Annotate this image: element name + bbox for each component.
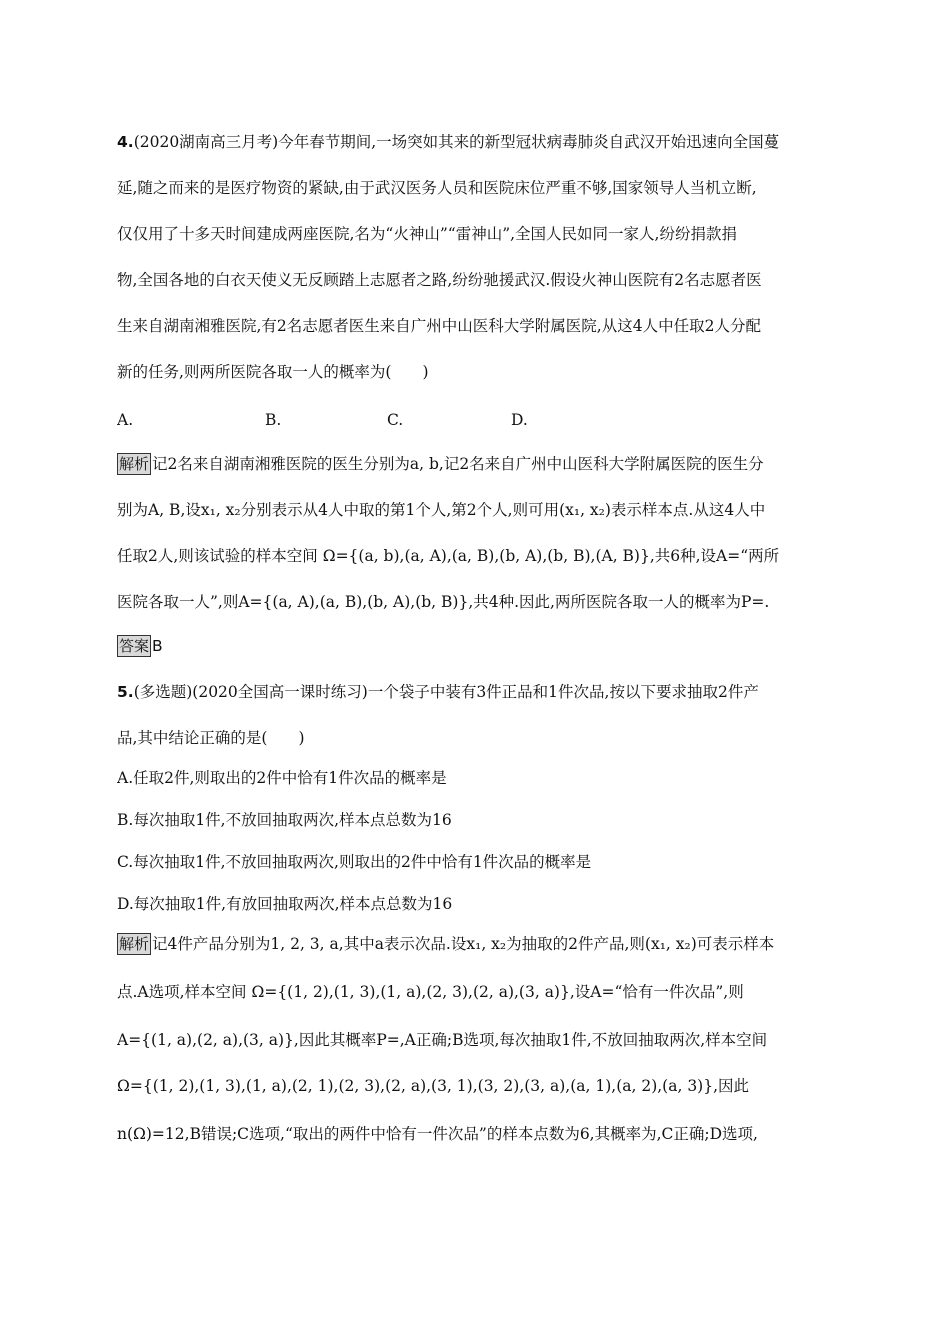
q4-option-a: A.	[117, 411, 134, 429]
q4-answer: B	[152, 637, 163, 655]
q5-analysis-line-2: 点.A选项,样本空间 Ω={(1, 2),(1, 3),(1, a),(2, 3),(2, a),(3, a)},设A=“恰有一件次品”,则	[117, 983, 744, 1001]
q4-line-2: 延,随之而来的是医疗物资的紧缺,由于武汉医务人员和医院床位严重不够,国家领导人当机立断,	[117, 179, 757, 197]
q4-analysis-line-3: 任取2人,则该试验的样本空间 Ω={(a, b),(a, A),(a, B),(b, A),(b, B),(A, B)},共6种,设A=“两所	[117, 547, 780, 565]
q4-answer-line	[117, 634, 837, 658]
q4-number: 4.	[117, 133, 134, 151]
q5-text-1: (多选题)(2020全国高一课时练习)一个袋子中装有3件正品和1件次品,按以下要求抽取2件产	[133, 683, 759, 701]
q4-line-4: 物,全国各地的白衣天使义无反顾踏上志愿者之路,纷纷驰援武汉.假设火神山医院有2名志愿者医	[117, 271, 762, 289]
q5-analysis-text-1: 记4件产品分别为1, 2, 3, a,其中a表示次品.设x₁, x₂为抽取的2件产品,则(x₁, x₂)可表示样本	[152, 935, 775, 953]
q4-options	[117, 408, 837, 432]
q5-number: 5.	[117, 683, 134, 701]
q5-option-a: A.任取2件,则取出的2件中恰有1件次品的概率是	[117, 769, 447, 787]
q5-analysis-tag: 解析	[119, 935, 150, 953]
q4-line-3: 仅仅用了十多天时间建成两座医院,名为“火神山”“雷神山”,全国人民如同一家人,纷纷捐款捐	[117, 225, 737, 243]
q4-analysis-line-4: 医院各取一人”,则A={(a, A),(a, B),(b, A),(b, B)},共4种.因此,两所医院各取一人的概率为P=.	[117, 593, 770, 611]
q4-line-6: 新的任务,则两所医院各取一人的概率为( )	[117, 363, 429, 381]
q4-line-5: 生来自湖南湘雅医院,有2名志愿者医生来自广州中山医科大学附属医院,从这4人中任取2人分配	[117, 317, 761, 335]
q5-option-d: D.每次抽取1件,有放回抽取两次,样本点总数为16	[117, 895, 453, 913]
q5-line-2: 品,其中结论正确的是( )	[117, 729, 305, 747]
q4-line-1	[117, 130, 837, 154]
q4-analysis-line-1	[117, 452, 837, 476]
q4-option-d: D.	[511, 411, 528, 429]
q5-analysis-line-4: Ω={(1, 2),(1, 3),(1, a),(2, 1),(2, 3),(2, a),(3, 1),(3, 2),(3, a),(a, 1),(a, 2),(a, 3)},因此	[117, 1077, 750, 1095]
q5-analysis-line-3: A={(1, a),(2, a),(3, a)},因此其概率P=,A正确;B选项,每次抽取1件,不放回抽取两次,样本空间	[117, 1031, 768, 1049]
q5-line-1	[117, 680, 837, 704]
q4-option-b: B.	[265, 411, 282, 429]
q4-answer-tag: 答案	[119, 637, 150, 655]
q5-option-c: C.每次抽取1件,不放回抽取两次,则取出的2件中恰有1件次品的概率是	[117, 853, 592, 871]
q4-text-1: (2020湖南高三月考)今年春节期间,一场突如其来的新型冠状病毒肺炎自武汉开始迅速向全国蔓	[133, 133, 780, 151]
q4-option-c: C.	[387, 411, 404, 429]
q4-analysis-text-1: 记2名来自湖南湘雅医院的医生分别为a, b,记2名来自广州中山医科大学附属医院的医生分	[152, 455, 764, 473]
q4-analysis-tag: 解析	[119, 455, 150, 473]
q5-analysis-line-1	[117, 932, 837, 956]
q5-option-b: B.每次抽取1件,不放回抽取两次,样本点总数为16	[117, 811, 452, 829]
q4-analysis-line-2: 别为A, B,设x₁, x₂分别表示从4人中取的第1个人,第2个人,则可用(x₁, x₂)表示样本点.从这4人中	[117, 501, 766, 519]
q5-analysis-line-5: n(Ω)=12,B错误;C选项,“取出的两件中恰有一件次品”的样本点数为6,其概率为,C正确;D选项,	[117, 1125, 758, 1143]
